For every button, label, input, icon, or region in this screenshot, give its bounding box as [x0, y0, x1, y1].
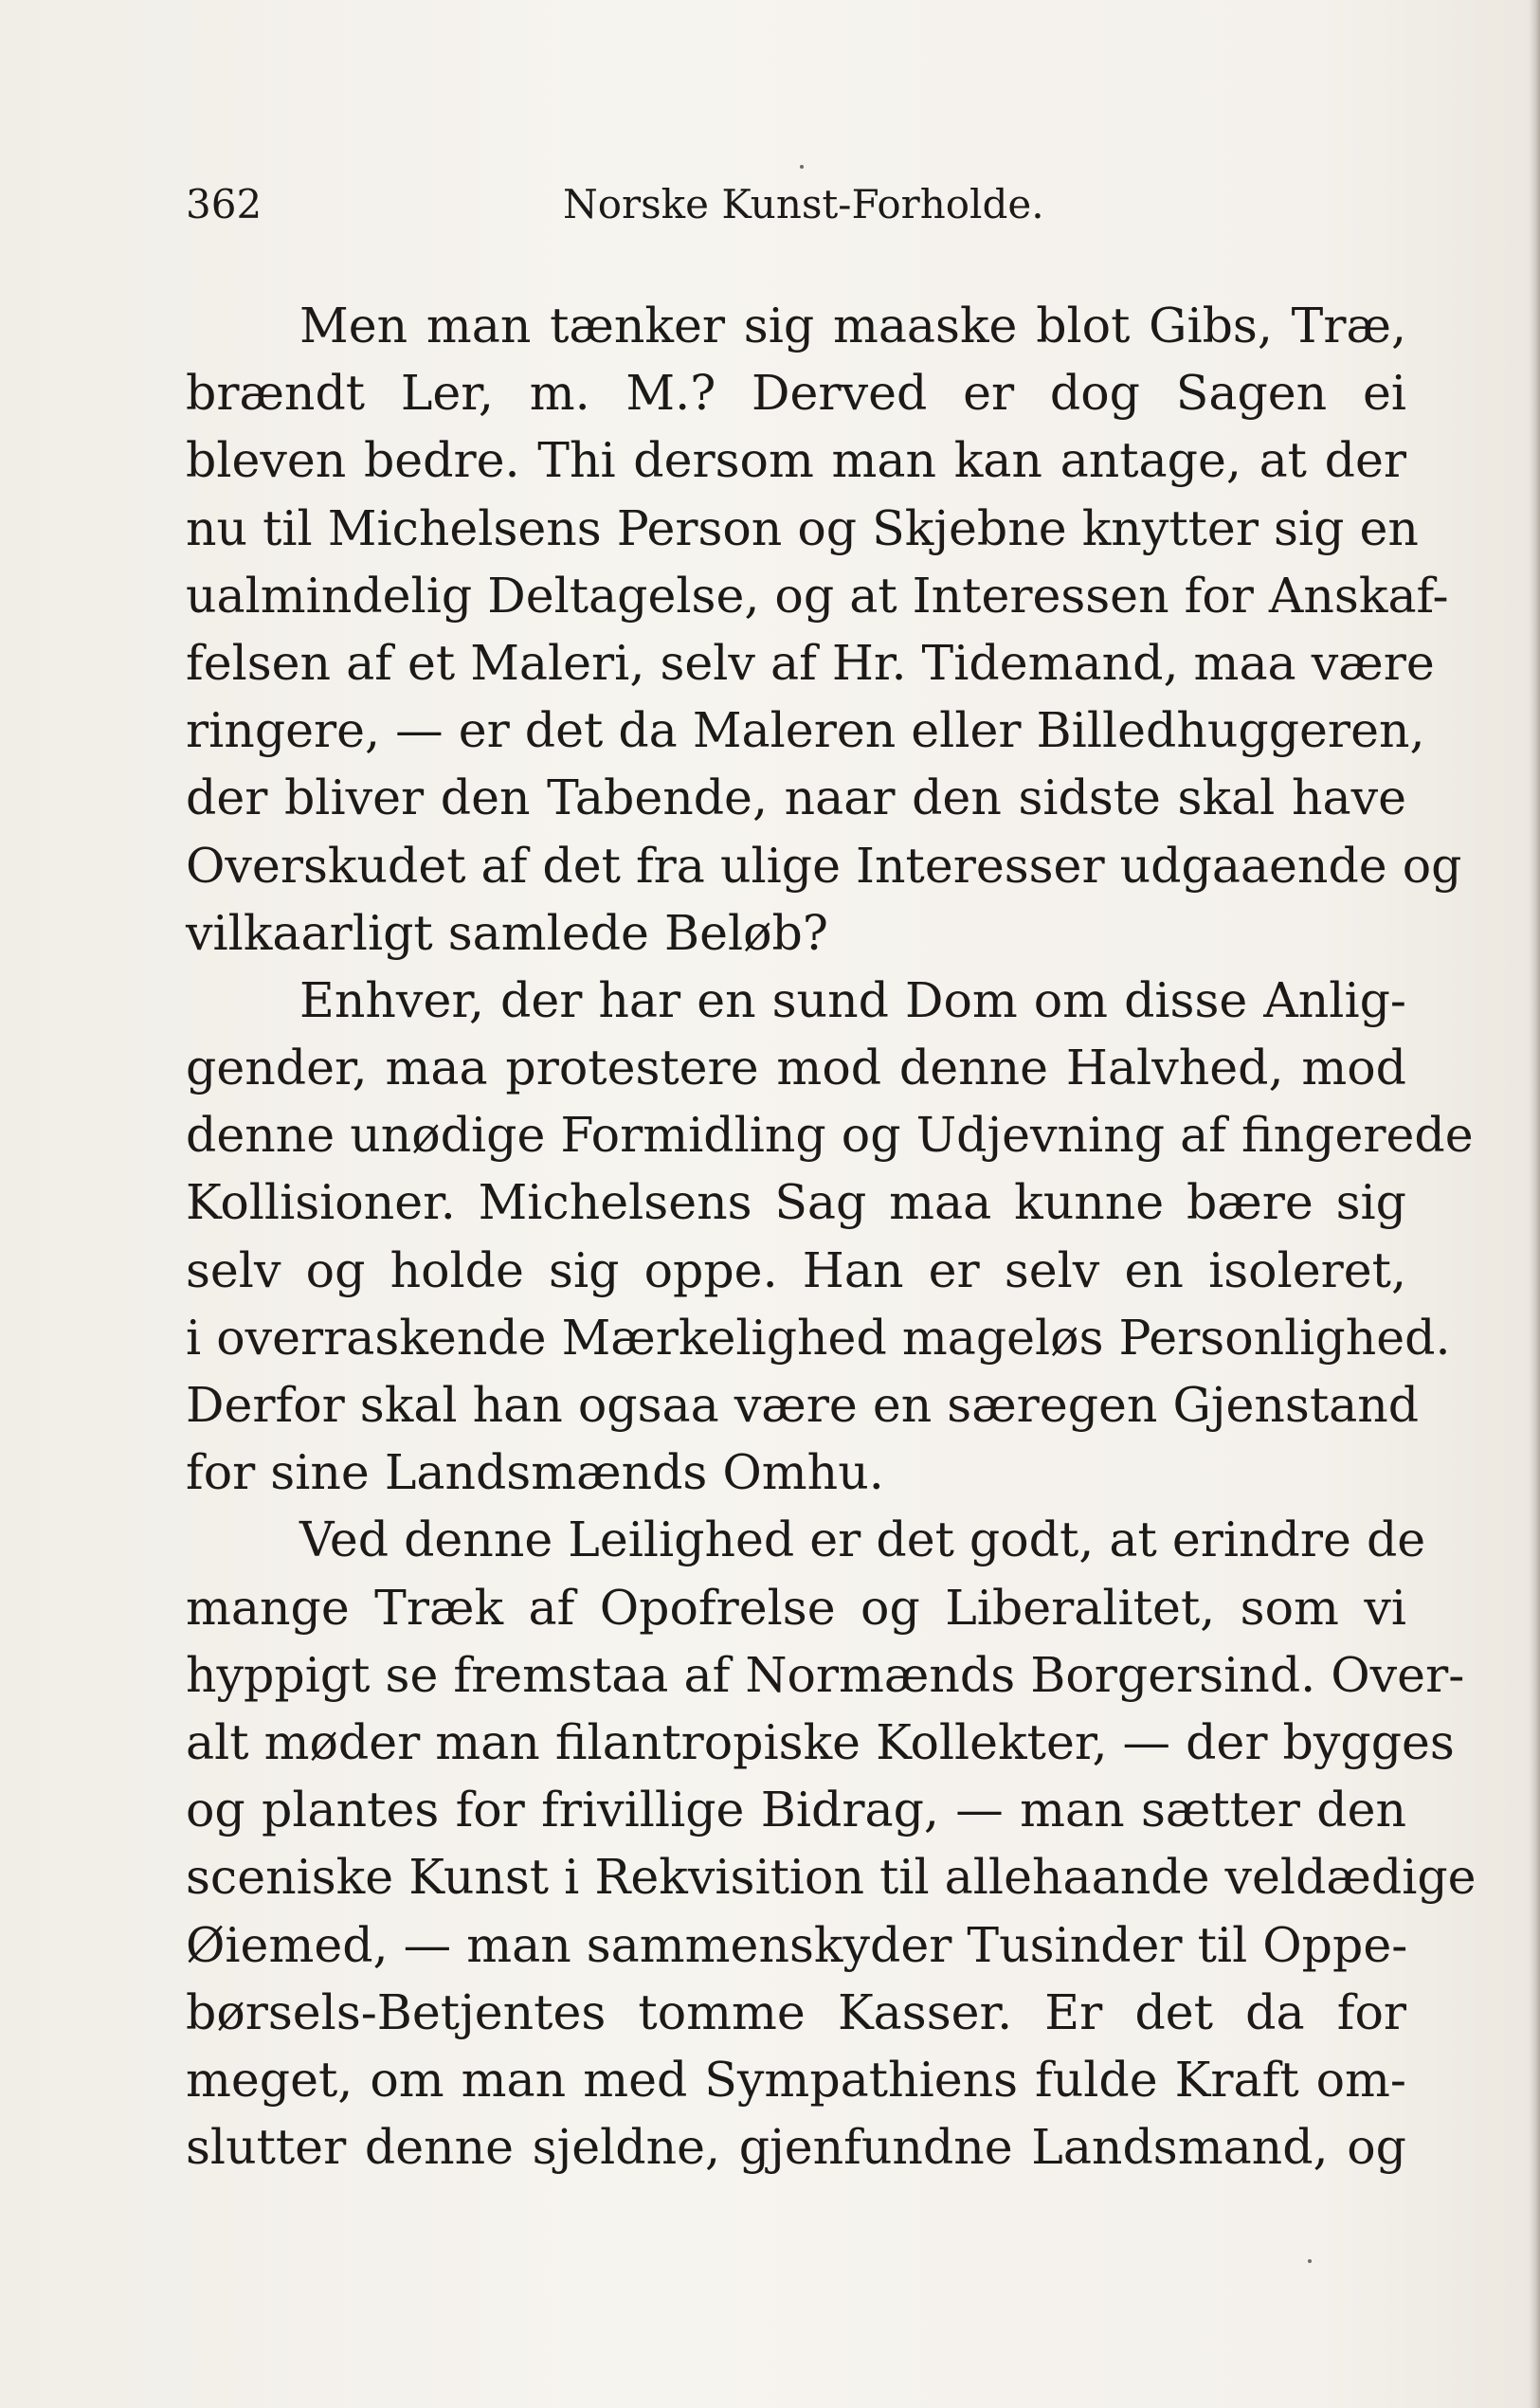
- text-line: ualmindelig Deltagelse, og at Interessen for Anskaf-: [186, 567, 1449, 624]
- text-line: ringere, — er det da Maleren eller Billedhuggeren,: [186, 702, 1425, 759]
- paper-speck: [800, 165, 804, 169]
- text-line: hyppigt se fremstaa af Normænds Borgersind. Over-: [186, 1646, 1465, 1703]
- text-line: Øiemed, — man sammenskyder Tusinder til Oppe-: [186, 1916, 1408, 1973]
- text-line: Enhver, der har en sund Dom om disse Anlig-: [299, 971, 1406, 1028]
- text-line: der bliver den Tabende, naar den sidste skal have: [186, 769, 1406, 826]
- text-line: i overraskende Mærkelighed mageløs Personlighed.: [186, 1309, 1451, 1366]
- text-line: nu til Michelsens Person og Skjebne knytter sig en: [186, 499, 1419, 556]
- text-line: selv og holde sig oppe. Han er selv en isoleret,: [186, 1241, 1406, 1298]
- text-line: meget, om man med Sympathiens fulde Kraft om-: [186, 2051, 1406, 2108]
- text-line: og plantes for frivillige Bidrag, — man sætter den: [186, 1782, 1406, 1838]
- page-header: [186, 176, 1044, 233]
- text-line: brændt Ler, m. M.? Derved er dog Sagen ei: [186, 365, 1406, 422]
- text-line: alt møder man filantropiske Kollekter, — der bygges: [186, 1713, 1455, 1770]
- text-line: Kollisioner. Michelsens Sag maa kunne bære sig: [186, 1174, 1406, 1231]
- paragraph-1: [186, 292, 1462, 967]
- text-line: Ved denne Leilighed er det godt, at erindre de: [299, 1512, 1426, 1568]
- body-text: [186, 292, 1477, 2181]
- text-line: vilkaarligt samlede Beløb?: [186, 904, 828, 961]
- paper-speck: [1308, 2259, 1312, 2263]
- text-line: denne unødige Formidling og Udjevning af fingerede: [186, 1107, 1474, 1164]
- running-title: Norske Kunst-Forholde.: [563, 181, 1044, 227]
- page-number: 362: [186, 181, 263, 227]
- text-line: bleven bedre. Thi dersom man kan antage, at der: [186, 432, 1406, 489]
- text-line: felsen af et Maleri, selv af Hr. Tidemand, maa være: [186, 634, 1435, 691]
- text-line: Overskudet af det fra ulige Interesser udgaaende og: [186, 837, 1462, 894]
- paragraph-3: [186, 1506, 1477, 2181]
- text-line: for sine Landsmænds Omhu.: [186, 1444, 884, 1501]
- text-line: gender, maa protestere mod denne Halvhed, mod: [186, 1040, 1406, 1096]
- text-line: Men man tænker sig maaske blot Gibs, Træ,: [299, 298, 1406, 353]
- text-line: slutter denne sjeldne, gjenfundne Landsmand, og: [186, 2119, 1406, 2176]
- text-line: Derfor skal han ogsaa være en særegen Gjenstand: [186, 1377, 1420, 1433]
- page-edge-shadow: [1529, 0, 1540, 2408]
- text-line: sceniske Kunst i Rekvisition til allehaande veldædige: [186, 1849, 1477, 1906]
- text-line: børsels-Betjentes tomme Kasser. Er det da for: [186, 1983, 1406, 2040]
- paragraph-2: [186, 967, 1474, 1507]
- text-line: mange Træk af Opofrelse og Liberalitet, som vi: [186, 1579, 1406, 1636]
